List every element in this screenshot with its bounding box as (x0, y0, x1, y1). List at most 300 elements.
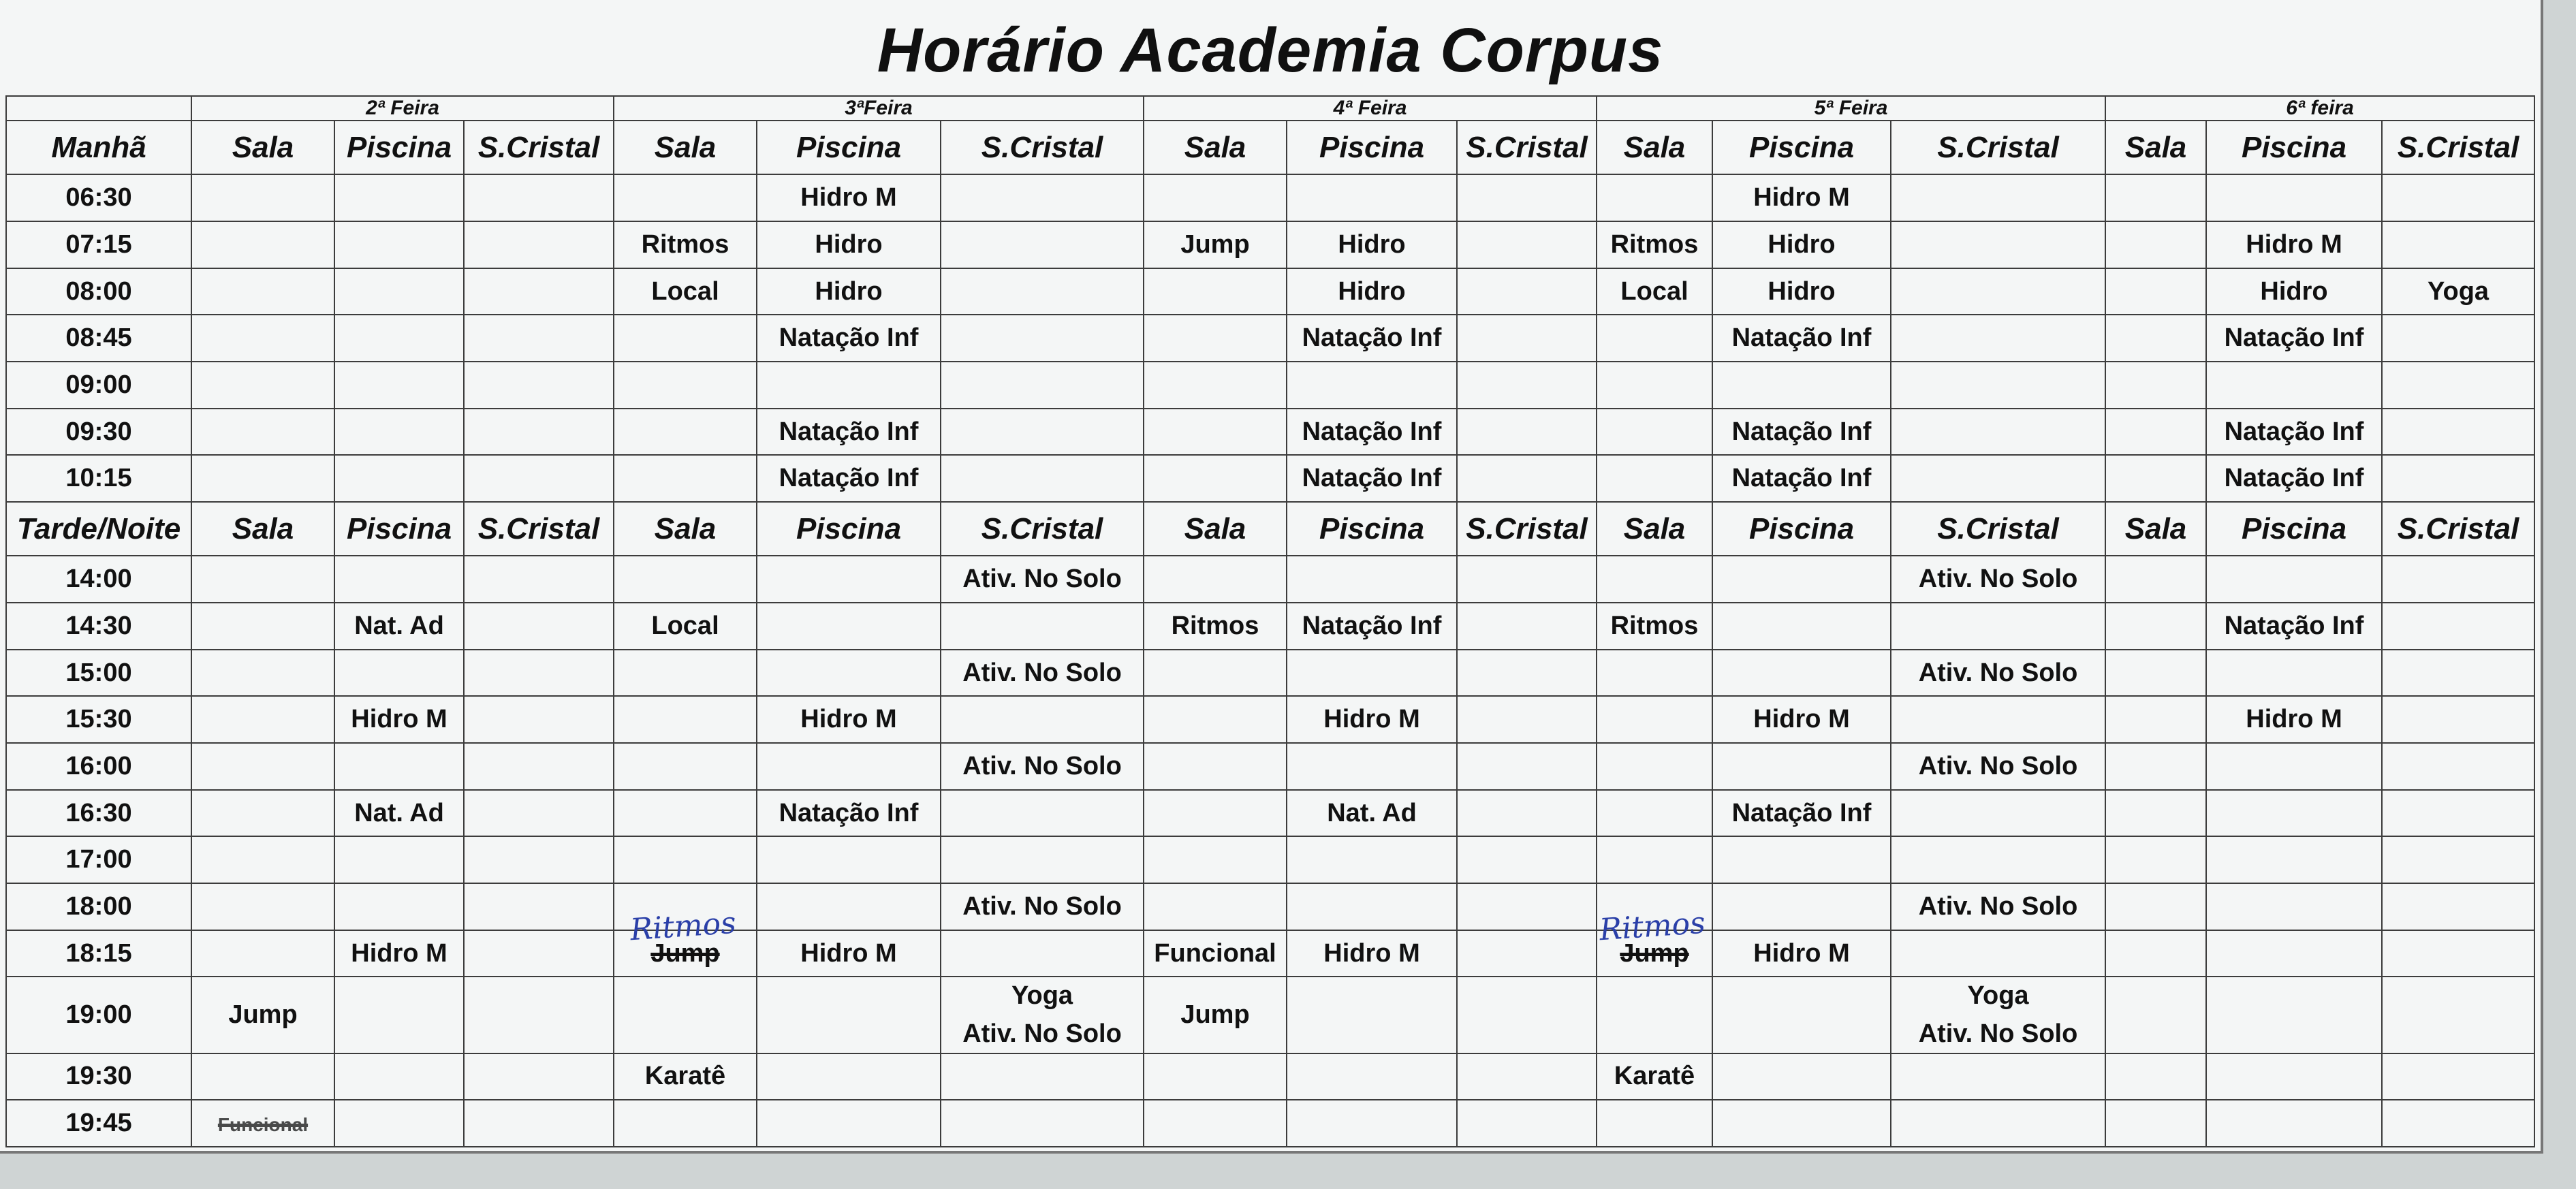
column-header: S.Cristal (2382, 121, 2534, 174)
class-name: Hidro M (1323, 938, 1420, 968)
class-cell (941, 268, 1144, 315)
class-cell (191, 221, 334, 268)
class-cell (1712, 836, 1891, 883)
class-cell (334, 221, 464, 268)
class-cell (1287, 556, 1457, 603)
table-row (6, 836, 2534, 883)
class-cell (2206, 743, 2382, 790)
class-cell (191, 650, 334, 697)
column-header: Piscina (1712, 502, 1891, 556)
class-cell (2382, 221, 2534, 268)
class-cell (1287, 977, 1457, 1053)
table-row (6, 977, 2534, 1053)
column-header: S.Cristal (941, 121, 1144, 174)
class-cell (1287, 315, 1457, 362)
column-header-row (6, 121, 2534, 174)
column-header: Sala (2105, 502, 2206, 556)
class-cell (2382, 603, 2534, 650)
class-name: Hidro M (1753, 705, 1850, 734)
class-cell (614, 743, 757, 790)
class-name: Natação Inf (1731, 798, 1872, 827)
class-cell (1144, 883, 1287, 930)
class-cell (2382, 977, 2534, 1053)
time-cell: 16:00 (6, 743, 191, 790)
class-cell (1144, 1053, 1287, 1100)
class-cell (2206, 930, 2382, 977)
class-cell (1712, 1100, 1891, 1147)
time-cell: 17:00 (6, 836, 191, 883)
class-name: Yoga Ativ. No Solo (962, 981, 1122, 1048)
class-cell (1712, 1053, 1891, 1100)
class-cell (1891, 836, 2105, 883)
class-cell (1457, 1053, 1597, 1100)
class-cell (614, 268, 757, 315)
class-name: Natação Inf (1302, 611, 1442, 640)
class-name: Hidro M (351, 938, 447, 968)
class-cell (1712, 362, 1891, 409)
class-cell (1891, 790, 2105, 837)
class-cell (1597, 174, 1712, 221)
class-cell (334, 790, 464, 837)
day-header-row (6, 96, 2534, 121)
class-cell (1712, 977, 1891, 1053)
class-cell (2206, 409, 2382, 456)
class-cell (757, 696, 941, 743)
class-cell (191, 1053, 334, 1100)
class-cell (2105, 836, 2206, 883)
column-header: S.Cristal (1457, 502, 1597, 556)
class-name: Natação Inf (2224, 611, 2364, 640)
class-cell (2382, 1100, 2534, 1147)
class-cell (2206, 268, 2382, 315)
class-cell (614, 1053, 757, 1100)
class-cell (1144, 696, 1287, 743)
column-header: Piscina (334, 121, 464, 174)
class-cell (2105, 650, 2206, 697)
class-name: Hidro (815, 229, 883, 259)
class-name: Ritmos (1610, 229, 1699, 259)
class-cell (191, 603, 334, 650)
class-cell (1144, 977, 1287, 1053)
column-header: Piscina (2206, 121, 2382, 174)
time-cell: 19:30 (6, 1053, 191, 1100)
class-cell (2382, 409, 2534, 456)
class-cell (2206, 603, 2382, 650)
class-cell (757, 650, 941, 697)
time-cell: 19:45 (6, 1100, 191, 1147)
class-cell (464, 883, 614, 930)
class-cell (191, 1100, 334, 1147)
class-cell (1144, 1100, 1287, 1147)
class-cell (614, 977, 757, 1053)
column-header: S.Cristal (1891, 121, 2105, 174)
handwritten-note: Ritmos (629, 905, 738, 947)
class-cell (614, 836, 757, 883)
class-cell (1597, 790, 1712, 837)
class-name: Funcional (1154, 938, 1276, 968)
class-cell (2105, 790, 2206, 837)
class-cell (464, 1053, 614, 1100)
class-cell (1712, 174, 1891, 221)
class-cell (1457, 930, 1597, 977)
class-name: Ativ. No Solo (1918, 658, 2078, 687)
class-cell (1287, 221, 1457, 268)
class-cell (2206, 696, 2382, 743)
class-cell (191, 315, 334, 362)
day-header: 5ª Feira (1597, 96, 2105, 121)
class-cell (334, 930, 464, 977)
class-cell (1287, 1100, 1457, 1147)
class-cell (1144, 221, 1287, 268)
table-row (6, 650, 2534, 697)
class-name: Natação Inf (1731, 323, 1872, 353)
column-header: S.Cristal (941, 502, 1144, 556)
column-header: S.Cristal (1457, 121, 1597, 174)
class-cell (1457, 221, 1597, 268)
class-cell (941, 221, 1144, 268)
class-cell (1457, 883, 1597, 930)
edited-class (1598, 905, 1707, 968)
time-cell: 07:15 (6, 221, 191, 268)
class-cell (1712, 315, 1891, 362)
class-name: Natação Inf (779, 323, 919, 353)
class-cell (1597, 362, 1712, 409)
class-cell (1597, 650, 1712, 697)
class-cell (191, 930, 334, 977)
class-cell (464, 409, 614, 456)
class-cell (1287, 696, 1457, 743)
class-cell (1891, 883, 2105, 930)
class-cell (1712, 455, 1891, 502)
class-name: Ativ. No Solo (1918, 751, 2078, 780)
class-cell (1144, 836, 1287, 883)
class-cell (941, 174, 1144, 221)
class-cell (2382, 268, 2534, 315)
class-name-struck: Funcional (217, 1114, 309, 1136)
time-cell: 10:15 (6, 455, 191, 502)
column-header: Piscina (1712, 121, 1891, 174)
class-cell (2382, 362, 2534, 409)
table-row (6, 1100, 2534, 1147)
class-cell (1457, 743, 1597, 790)
page-title: Horário Academia Corpus (877, 16, 1664, 85)
class-cell (1144, 556, 1287, 603)
class-cell (614, 696, 757, 743)
class-name: Hidro M (351, 705, 447, 734)
class-cell (614, 221, 757, 268)
class-cell (334, 315, 464, 362)
column-header: Piscina (334, 502, 464, 556)
column-header: Sala (614, 502, 757, 556)
class-cell (941, 409, 1144, 456)
class-cell (1597, 977, 1712, 1053)
class-cell (614, 174, 757, 221)
class-name: Ativ. No Solo (1918, 565, 2078, 594)
class-cell (1144, 174, 1287, 221)
class-name: Yoga Ativ. No Solo (1918, 981, 2078, 1048)
time-cell: 18:00 (6, 883, 191, 930)
class-cell (1597, 696, 1712, 743)
column-header: Piscina (1287, 121, 1457, 174)
class-cell (2206, 1053, 2382, 1100)
class-name: Hidro M (1323, 705, 1420, 734)
class-cell (1457, 1100, 1597, 1147)
class-name: Hidro M (1753, 938, 1850, 968)
class-cell (941, 362, 1144, 409)
time-cell: 06:30 (6, 174, 191, 221)
class-cell (2206, 174, 2382, 221)
class-cell (464, 556, 614, 603)
class-cell (334, 603, 464, 650)
class-name: Karatê (1614, 1062, 1695, 1091)
class-name: Hidro M (1753, 183, 1850, 212)
class-cell (1891, 1053, 2105, 1100)
column-header: S.Cristal (1891, 502, 2105, 556)
corner-cell (6, 96, 191, 121)
class-name-struck: Jump (1620, 938, 1689, 968)
class-cell (2382, 696, 2534, 743)
class-cell (1597, 905, 1712, 977)
class-name: Natação Inf (779, 464, 919, 493)
class-cell (1457, 556, 1597, 603)
class-name: Ativ. No Solo (1918, 891, 2078, 921)
class-cell (1144, 362, 1287, 409)
column-header: Sala (1597, 502, 1712, 556)
class-name: Ativ. No Solo (962, 565, 1122, 594)
class-cell (1891, 650, 2105, 697)
class-cell (2206, 883, 2382, 930)
class-name: Hidro (1338, 229, 1406, 259)
class-cell (191, 743, 334, 790)
class-cell (941, 650, 1144, 697)
section-label: Tarde/Noite (6, 502, 191, 556)
class-cell (334, 268, 464, 315)
class-cell (464, 174, 614, 221)
class-cell (1144, 315, 1287, 362)
column-header-row (6, 502, 2534, 556)
class-cell (2105, 362, 2206, 409)
table-row (6, 455, 2534, 502)
class-cell (1597, 268, 1712, 315)
class-cell (1287, 650, 1457, 697)
class-cell (2382, 743, 2534, 790)
class-cell (334, 650, 464, 697)
column-header: Piscina (1287, 502, 1457, 556)
class-cell (2105, 1053, 2206, 1100)
class-cell (2382, 930, 2534, 977)
class-cell (1287, 603, 1457, 650)
class-cell (757, 790, 941, 837)
table-row (6, 362, 2534, 409)
class-name: Natação Inf (2224, 323, 2364, 353)
column-header: S.Cristal (464, 502, 614, 556)
table-row (6, 174, 2534, 221)
class-cell (2206, 455, 2382, 502)
column-header: Sala (1144, 502, 1287, 556)
class-cell (1891, 409, 2105, 456)
class-cell (1144, 790, 1287, 837)
class-cell (757, 743, 941, 790)
class-name: Hidro (1768, 276, 1836, 306)
class-name: Yoga (2427, 276, 2489, 306)
class-cell (1144, 650, 1287, 697)
class-cell (1287, 409, 1457, 456)
table-row (6, 743, 2534, 790)
class-cell (1287, 1053, 1457, 1100)
class-cell (614, 455, 757, 502)
class-cell (1712, 650, 1891, 697)
class-cell (1457, 696, 1597, 743)
class-name: Ativ. No Solo (962, 658, 1122, 687)
time-cell: 09:30 (6, 409, 191, 456)
class-cell (757, 603, 941, 650)
class-name: Natação Inf (1731, 417, 1872, 446)
day-header: 6ª feira (2105, 96, 2534, 121)
class-cell (2105, 455, 2206, 502)
class-name: Local (1620, 276, 1688, 306)
class-cell (941, 836, 1144, 883)
class-name: Hidro M (2246, 229, 2342, 259)
time-cell: 09:00 (6, 362, 191, 409)
class-cell (334, 696, 464, 743)
class-cell (334, 174, 464, 221)
class-cell (1891, 696, 2105, 743)
class-cell (464, 790, 614, 837)
time-cell: 08:45 (6, 315, 191, 362)
class-cell (1891, 743, 2105, 790)
class-cell (464, 221, 614, 268)
edited-class (629, 905, 738, 968)
class-name: Hidro M (800, 938, 897, 968)
time-cell: 16:30 (6, 790, 191, 837)
class-cell (1597, 1100, 1712, 1147)
class-cell (757, 1100, 941, 1147)
class-cell (2105, 883, 2206, 930)
class-cell (1712, 883, 1891, 930)
class-cell (1597, 315, 1712, 362)
class-name-struck: Jump (650, 938, 720, 968)
class-cell (1597, 836, 1712, 883)
class-name: Natação Inf (1302, 323, 1442, 353)
time-cell: 19:00 (6, 977, 191, 1053)
class-cell (1287, 790, 1457, 837)
class-cell (1287, 930, 1457, 977)
column-header: Piscina (2206, 502, 2382, 556)
class-cell (2105, 409, 2206, 456)
class-name: Natação Inf (779, 417, 919, 446)
class-cell (334, 977, 464, 1053)
class-cell (2382, 556, 2534, 603)
class-cell (1287, 174, 1457, 221)
class-cell (941, 930, 1144, 977)
class-cell (191, 174, 334, 221)
time-cell: 14:00 (6, 556, 191, 603)
class-cell (2206, 315, 2382, 362)
class-cell (464, 930, 614, 977)
class-cell (1287, 883, 1457, 930)
class-cell (191, 977, 334, 1053)
class-cell (191, 268, 334, 315)
schedule-table (5, 95, 2535, 1147)
class-cell (1144, 455, 1287, 502)
class-cell (2105, 743, 2206, 790)
class-cell (1457, 455, 1597, 502)
class-cell (757, 930, 941, 977)
class-cell (614, 315, 757, 362)
class-cell (2105, 603, 2206, 650)
class-cell (464, 743, 614, 790)
class-cell (757, 977, 941, 1053)
class-cell (1597, 409, 1712, 456)
class-cell (1457, 268, 1597, 315)
class-cell (1891, 268, 2105, 315)
class-cell (464, 603, 614, 650)
class-cell (464, 650, 614, 697)
class-cell (191, 455, 334, 502)
class-name: Natação Inf (779, 798, 919, 827)
class-cell (757, 174, 941, 221)
time-cell: 08:00 (6, 268, 191, 315)
class-cell (1287, 455, 1457, 502)
class-cell (464, 268, 614, 315)
class-name: Natação Inf (2224, 417, 2364, 446)
class-name: Natação Inf (1302, 464, 1442, 493)
class-name: Natação Inf (1302, 417, 1442, 446)
class-cell (334, 455, 464, 502)
class-cell (191, 362, 334, 409)
class-cell (334, 883, 464, 930)
class-cell (757, 268, 941, 315)
class-cell (614, 603, 757, 650)
class-name: Karatê (644, 1062, 726, 1091)
class-cell (1712, 268, 1891, 315)
class-name: Nat. Ad (354, 611, 444, 640)
class-cell (464, 696, 614, 743)
class-cell (1457, 603, 1597, 650)
class-cell (334, 556, 464, 603)
table-row (6, 603, 2534, 650)
class-cell (1891, 174, 2105, 221)
class-cell (2382, 455, 2534, 502)
class-cell (2105, 315, 2206, 362)
class-cell (1287, 268, 1457, 315)
class-cell (941, 1053, 1144, 1100)
class-cell (1144, 409, 1287, 456)
class-cell (2206, 790, 2382, 837)
class-cell (2206, 1100, 2382, 1147)
class-cell (1597, 1053, 1712, 1100)
column-header: Sala (191, 121, 334, 174)
class-cell (2105, 174, 2206, 221)
table-row (6, 315, 2534, 362)
class-cell (2105, 977, 2206, 1053)
class-cell (1457, 315, 1597, 362)
class-cell (1712, 696, 1891, 743)
class-cell (2206, 221, 2382, 268)
class-cell (1287, 362, 1457, 409)
class-name: Local (651, 611, 719, 640)
class-cell (1891, 930, 2105, 977)
class-cell (191, 696, 334, 743)
class-cell (334, 362, 464, 409)
class-cell (1712, 603, 1891, 650)
class-name: Hidro (815, 276, 883, 306)
class-name: Hidro M (800, 183, 897, 212)
class-cell (757, 409, 941, 456)
column-header: S.Cristal (464, 121, 614, 174)
day-header: 3ªFeira (614, 96, 1144, 121)
class-cell (941, 1100, 1144, 1147)
